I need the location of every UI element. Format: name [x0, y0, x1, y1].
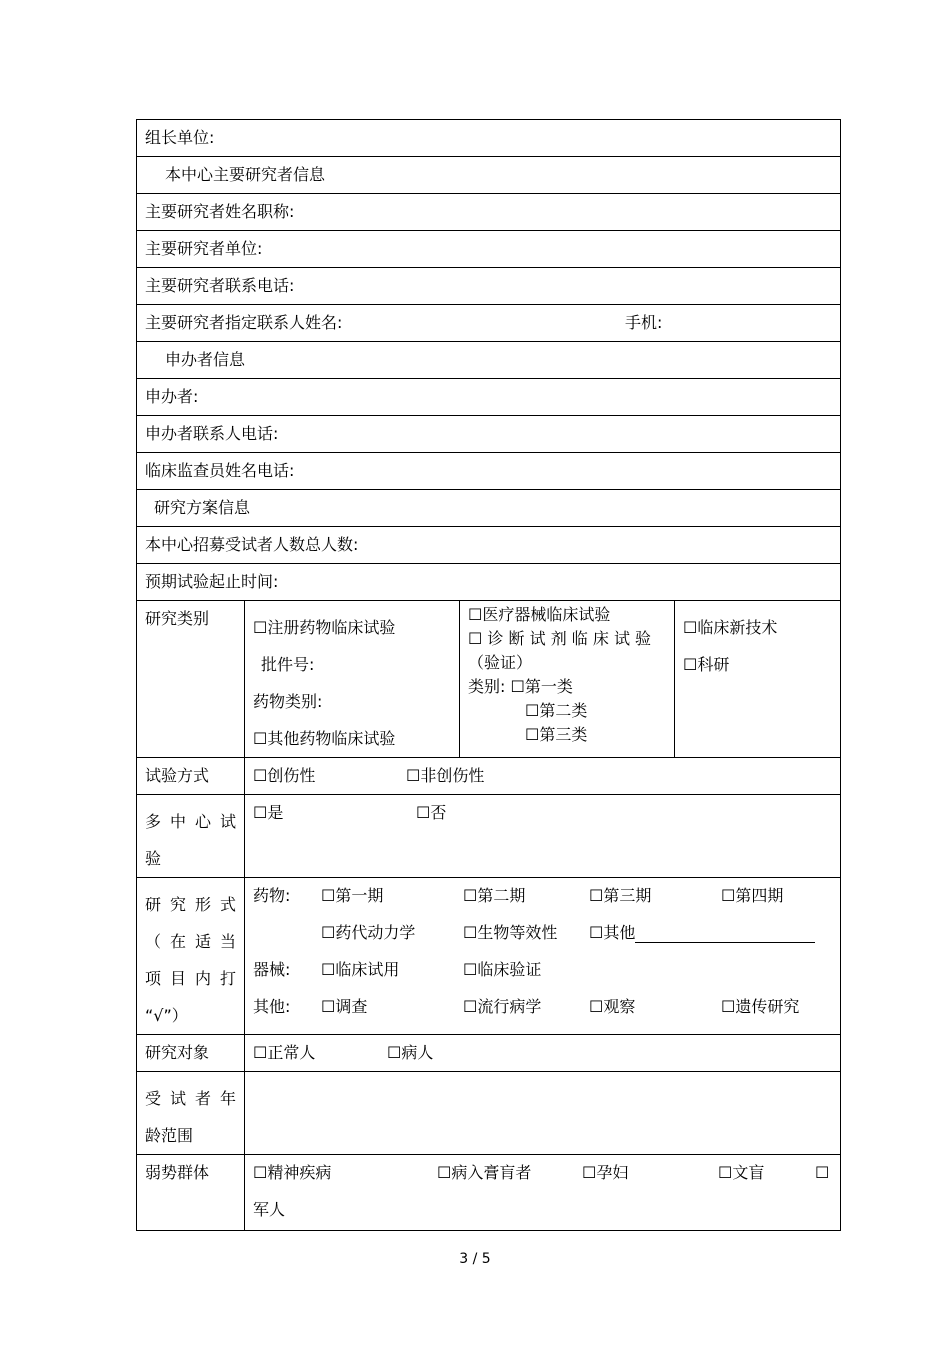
checkbox-phase-3[interactable]: ☐第三期 — [589, 886, 652, 905]
checkbox-phase-1[interactable]: ☐第一期 — [321, 886, 384, 905]
multicenter-label-line1: 多 中 心 试 — [145, 812, 236, 831]
study-form-label-line4: “√”） — [145, 1006, 188, 1025]
checkbox-registered-drug[interactable]: ☐注册药物临床试验 — [253, 618, 396, 637]
approval-number-label: 批件号: — [261, 655, 315, 674]
checkbox-healthy[interactable]: ☐正常人 — [253, 1043, 316, 1062]
checkbox-phase-2[interactable]: ☐第二期 — [463, 886, 526, 905]
checkbox-genetic-research[interactable]: ☐遗传研究 — [721, 997, 800, 1016]
checkbox-diagnostic-reagent[interactable]: ☐ 诊 断 试 剂 临 床 试 验 — [468, 629, 652, 648]
subject-label: 研究对象 — [137, 1035, 245, 1072]
vulnerable-label: 弱势群体 — [137, 1155, 245, 1231]
drug-label: 药物: — [253, 886, 291, 905]
checkbox-patient[interactable]: ☐病人 — [387, 1043, 434, 1062]
category-device-cell — [460, 601, 675, 758]
checkbox-medical-device[interactable]: ☐医疗器械临床试验 — [468, 605, 611, 624]
checkbox-illiterate[interactable]: ☐文盲 — [718, 1163, 765, 1182]
age-range-field[interactable] — [245, 1072, 841, 1155]
military-label: 军人 — [253, 1200, 286, 1219]
checkbox-pregnant[interactable]: ☐孕妇 — [582, 1163, 629, 1182]
checkbox-new-technology[interactable]: ☐临床新技术 — [683, 618, 778, 637]
checkbox-multicenter-no[interactable]: ☐否 — [416, 803, 447, 822]
sponsor-section-heading: 申办者信息 — [137, 342, 841, 379]
diagnostic-reagent-note: （验证） — [468, 653, 533, 672]
checkbox-invasive[interactable]: ☐创伤性 — [253, 766, 316, 785]
checkbox-clinical-validation[interactable]: ☐临床验证 — [463, 960, 542, 979]
checkbox-class-3[interactable]: ☐第三类 — [525, 725, 588, 744]
checkbox-military[interactable]: ☐ — [815, 1163, 830, 1182]
checkbox-survey[interactable]: ☐调查 — [321, 997, 368, 1016]
category-label: 研究类别 — [137, 601, 245, 758]
checkbox-other-drug[interactable]: ☐其他药物临床试验 — [253, 729, 396, 748]
checkbox-pharmacokinetics[interactable]: ☐药代动力学 — [321, 923, 416, 942]
checkbox-non-invasive[interactable]: ☐非创伤性 — [406, 766, 485, 785]
checkbox-mental-illness[interactable]: ☐精神疾病 — [253, 1163, 332, 1182]
category-drug-cell — [245, 601, 460, 758]
sponsor-field[interactable]: 申办者: — [137, 379, 841, 416]
pi-contact-row[interactable] — [137, 305, 841, 342]
protocol-section-heading: 研究方案信息 — [137, 490, 841, 527]
pi-name-title-field[interactable]: 主要研究者姓名职称: — [137, 194, 841, 231]
drug-category-label: 药物类别: — [253, 692, 323, 711]
study-form-label-line1: 研 究 形 式 — [145, 895, 236, 914]
age-range-label-line2: 龄范围 — [145, 1126, 194, 1145]
pi-contact-mobile-field: 手机: — [625, 313, 663, 332]
multicenter-label — [137, 795, 245, 878]
lead-unit-field[interactable]: 组长单位: — [137, 120, 841, 157]
checkbox-epidemiology[interactable]: ☐流行病学 — [463, 997, 542, 1016]
age-range-label — [137, 1072, 245, 1155]
other-label: 其他: — [253, 997, 291, 1016]
pi-section-heading: 本中心主要研究者信息 — [137, 157, 841, 194]
other-form-blank[interactable] — [635, 926, 815, 943]
checkbox-terminally-ill[interactable]: ☐病入膏肓者 — [437, 1163, 532, 1182]
checkbox-multicenter-yes[interactable]: ☐是 — [253, 803, 284, 822]
checkbox-class-1[interactable]: 类别: ☐第一类 — [468, 677, 573, 696]
study-form-label-line2: （ 在 适 当 — [145, 932, 236, 951]
checkbox-bioequivalence[interactable]: ☐生物等效性 — [463, 923, 558, 942]
vulnerable-options — [245, 1155, 841, 1231]
study-form-label — [137, 878, 245, 1035]
checkbox-other-form[interactable]: ☐其他 — [589, 923, 832, 943]
sponsor-contact-phone-field[interactable]: 申办者联系人电话: — [137, 416, 841, 453]
pi-contact-name-field: 主要研究者指定联系人姓名: — [145, 313, 343, 332]
checkbox-class-2[interactable]: ☐第二类 — [525, 701, 588, 720]
pi-unit-field[interactable]: 主要研究者单位: — [137, 231, 841, 268]
checkbox-research[interactable]: ☐科研 — [683, 655, 730, 674]
monitor-name-phone-field[interactable]: 临床监查员姓名电话: — [137, 453, 841, 490]
page-number: 3 / 5 — [459, 1251, 491, 1267]
multicenter-options — [245, 795, 841, 878]
study-form-options — [245, 878, 841, 1035]
trial-period-field[interactable]: 预期试验起止时间: — [137, 564, 841, 601]
device-label: 器械: — [253, 960, 291, 979]
enrollment-field[interactable]: 本中心招募受试者人数总人数: — [137, 527, 841, 564]
age-range-label-line1: 受 试 者 年 — [145, 1089, 236, 1108]
checkbox-clinical-trial-use[interactable]: ☐临床试用 — [321, 960, 400, 979]
method-label: 试验方式 — [137, 758, 245, 795]
study-form-label-line3: 项 目 内 打 — [145, 969, 236, 988]
category-other-cell — [675, 601, 841, 758]
checkbox-phase-4[interactable]: ☐第四期 — [721, 886, 784, 905]
pi-phone-field[interactable]: 主要研究者联系电话: — [137, 268, 841, 305]
method-options — [245, 758, 841, 795]
multicenter-label-line2: 验 — [145, 849, 162, 868]
application-form-table — [136, 119, 841, 1231]
checkbox-observation[interactable]: ☐观察 — [589, 997, 636, 1016]
subject-options — [245, 1035, 841, 1072]
